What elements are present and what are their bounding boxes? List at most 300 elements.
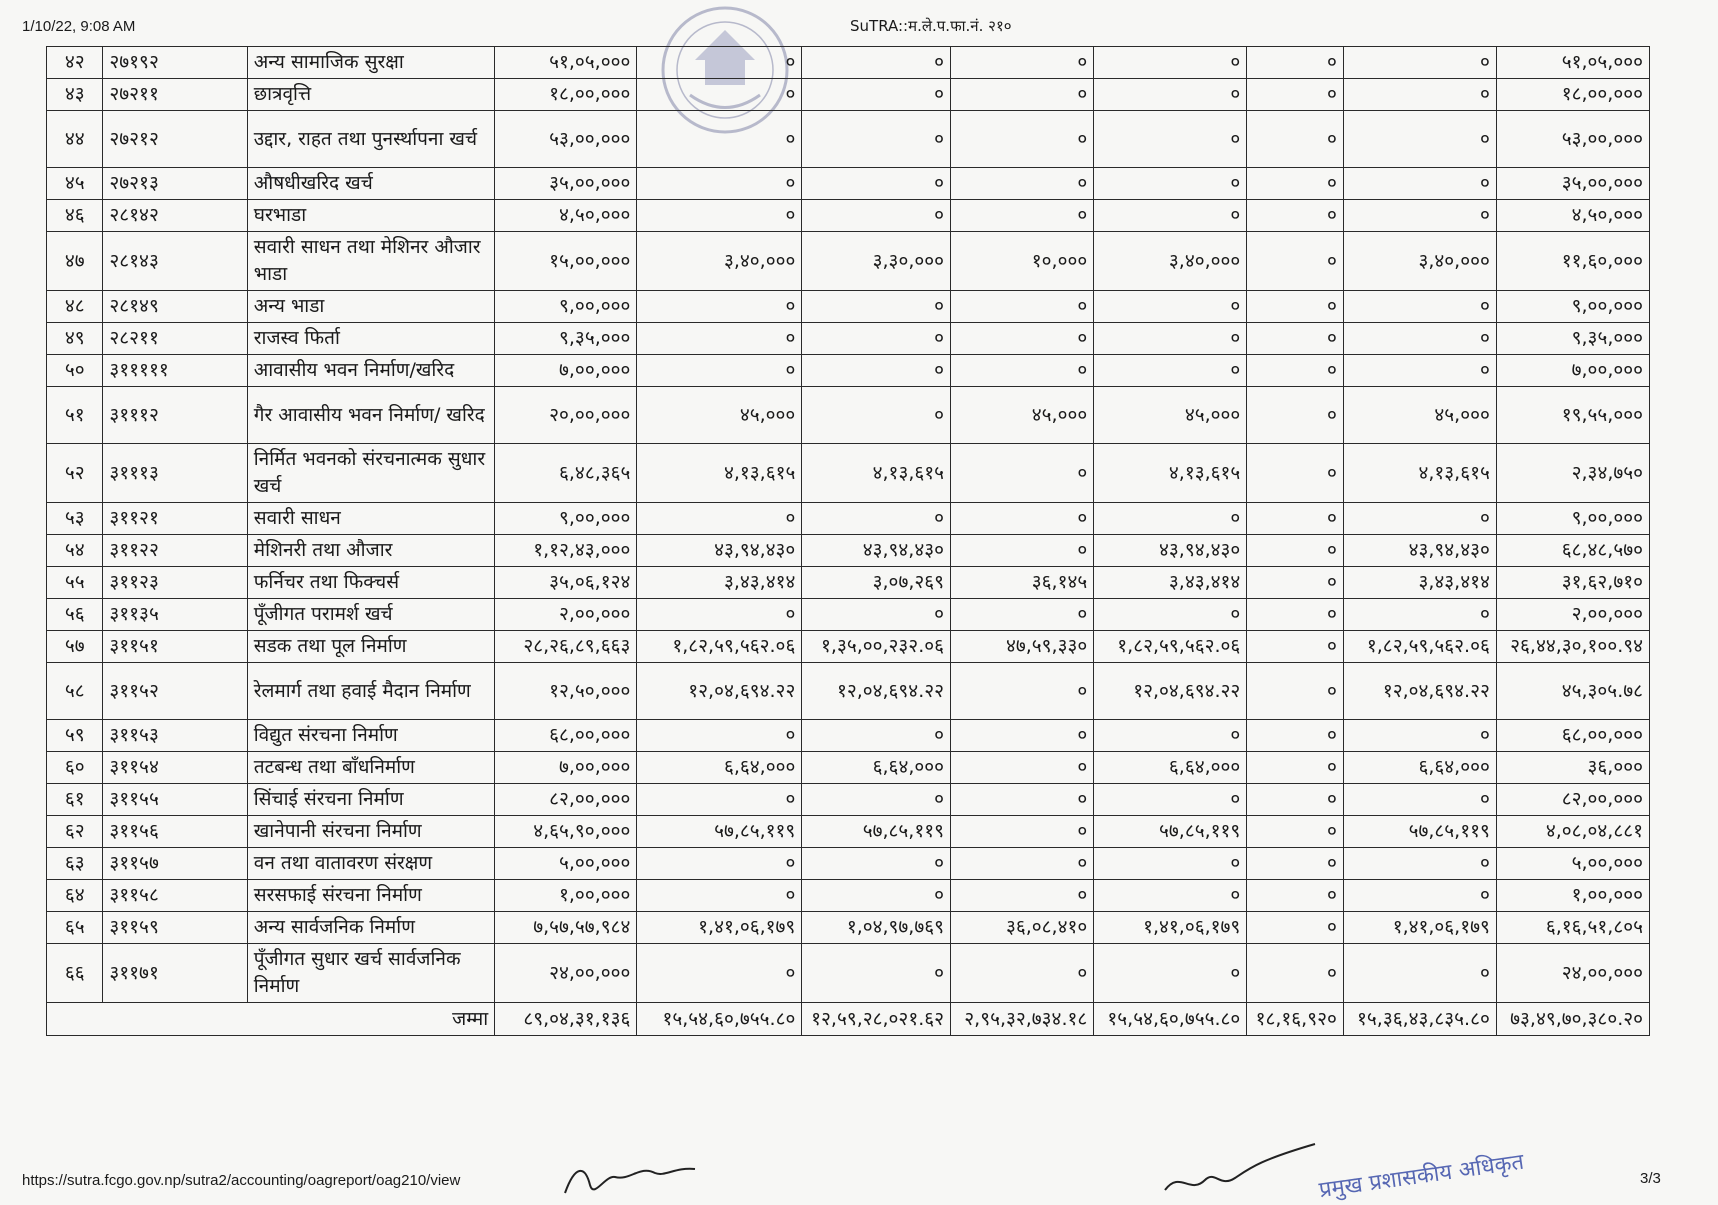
row-col1: २४,००,००० xyxy=(495,944,637,1003)
row-col3: ० xyxy=(802,720,951,752)
row-col8: २६,४४,३०,१००.९४ xyxy=(1496,631,1649,663)
row-col6: ० xyxy=(1247,631,1344,663)
row-col2: ० xyxy=(637,168,802,200)
row-serial: ५० xyxy=(47,355,103,387)
row-name: अन्य भाडा xyxy=(247,291,494,323)
row-col4: ० xyxy=(951,79,1094,111)
row-code: २८२११ xyxy=(103,323,247,355)
row-name: मेशिनरी तथा औजार xyxy=(247,535,494,567)
row-code: ३१११११ xyxy=(103,355,247,387)
row-col1: ५१,०५,००० xyxy=(495,47,637,79)
table-row xyxy=(47,168,1650,200)
row-col5: ० xyxy=(1094,200,1247,232)
row-col6: ० xyxy=(1247,599,1344,631)
row-col7: ० xyxy=(1343,291,1496,323)
row-col5: ४५,००० xyxy=(1094,387,1247,444)
row-col7: १,४१,०६,१७९ xyxy=(1343,912,1496,944)
expenditure-table xyxy=(46,46,1650,1036)
row-code: २७१९२ xyxy=(103,47,247,79)
row-serial: ५२ xyxy=(47,444,103,503)
row-col4: ० xyxy=(951,444,1094,503)
row-col6: ० xyxy=(1247,720,1344,752)
row-col6: ० xyxy=(1247,168,1344,200)
row-col8: ३६,००० xyxy=(1496,752,1649,784)
row-col5: ० xyxy=(1094,168,1247,200)
row-col8: ४,५०,००० xyxy=(1496,200,1649,232)
row-col2: ४५,००० xyxy=(637,387,802,444)
row-name: घरभाडा xyxy=(247,200,494,232)
total-c1: ८९,०४,३१,१३६ xyxy=(495,1003,637,1036)
row-col6: ० xyxy=(1247,111,1344,168)
row-col7: ० xyxy=(1343,848,1496,880)
row-col2: ० xyxy=(637,503,802,535)
row-col6: ० xyxy=(1247,663,1344,720)
row-col8: ५३,००,००० xyxy=(1496,111,1649,168)
row-col4: ० xyxy=(951,752,1094,784)
row-col8: १,००,००० xyxy=(1496,880,1649,912)
row-code: ३११५६ xyxy=(103,816,247,848)
row-serial: ४४ xyxy=(47,111,103,168)
row-col5: १,४१,०६,१७९ xyxy=(1094,912,1247,944)
document-title: SuTRA::म.ले.प.फा.नं. २१० xyxy=(850,17,1012,35)
row-col6: ० xyxy=(1247,784,1344,816)
row-code: २७२१२ xyxy=(103,111,247,168)
row-name: विद्युत संरचना निर्माण xyxy=(247,720,494,752)
row-col3: ० xyxy=(802,111,951,168)
row-col8: ३१,६२,७१० xyxy=(1496,567,1649,599)
row-serial: ५३ xyxy=(47,503,103,535)
row-col5: ० xyxy=(1094,291,1247,323)
row-col2: ३,४३,४१४ xyxy=(637,567,802,599)
row-col1: २८,२६,८९,६६३ xyxy=(495,631,637,663)
table-row xyxy=(47,387,1650,444)
row-col5: १,८२,५९,५६२.०६ xyxy=(1094,631,1247,663)
row-col3: ० xyxy=(802,79,951,111)
row-col4: ० xyxy=(951,848,1094,880)
row-col2: १,४१,०६,१७९ xyxy=(637,912,802,944)
row-col8: ७,००,००० xyxy=(1496,355,1649,387)
row-col6: ० xyxy=(1247,880,1344,912)
row-col3: ० xyxy=(802,503,951,535)
row-col8: ३५,००,००० xyxy=(1496,168,1649,200)
row-col6: ० xyxy=(1247,323,1344,355)
row-code: ३११५९ xyxy=(103,912,247,944)
row-col6: ० xyxy=(1247,291,1344,323)
row-col4: ० xyxy=(951,323,1094,355)
row-serial: ४८ xyxy=(47,291,103,323)
row-col6: ० xyxy=(1247,752,1344,784)
row-col5: ० xyxy=(1094,47,1247,79)
table-row xyxy=(47,663,1650,720)
row-col5: ४३,९४,४३० xyxy=(1094,535,1247,567)
row-col8: ६,१६,५१,८०५ xyxy=(1496,912,1649,944)
row-col7: ० xyxy=(1343,784,1496,816)
row-col2: ० xyxy=(637,944,802,1003)
row-col7: ० xyxy=(1343,111,1496,168)
row-col3: ३,३०,००० xyxy=(802,232,951,291)
row-col4: ० xyxy=(951,816,1094,848)
row-code: २७२१३ xyxy=(103,168,247,200)
row-col5: ० xyxy=(1094,111,1247,168)
row-col3: ० xyxy=(802,291,951,323)
row-col3: ० xyxy=(802,200,951,232)
row-col3: ० xyxy=(802,880,951,912)
row-col6: ० xyxy=(1247,816,1344,848)
row-col3: ६,६४,००० xyxy=(802,752,951,784)
row-code: ३११५२ xyxy=(103,663,247,720)
row-serial: ६६ xyxy=(47,944,103,1003)
row-name: राजस्व फिर्ता xyxy=(247,323,494,355)
row-col1: २०,००,००० xyxy=(495,387,637,444)
row-col7: ३,४०,००० xyxy=(1343,232,1496,291)
row-col1: ३५,००,००० xyxy=(495,168,637,200)
row-col5: ० xyxy=(1094,599,1247,631)
table-row xyxy=(47,47,1650,79)
row-col6: ० xyxy=(1247,848,1344,880)
row-col4: ० xyxy=(951,200,1094,232)
table-row xyxy=(47,880,1650,912)
row-col2: ० xyxy=(637,720,802,752)
row-code: ३११५७ xyxy=(103,848,247,880)
total-label: जम्मा xyxy=(47,1003,495,1036)
row-name: पूँजीगत परामर्श खर्च xyxy=(247,599,494,631)
row-col4: ० xyxy=(951,944,1094,1003)
row-col1: ५३,००,००० xyxy=(495,111,637,168)
row-col5: ० xyxy=(1094,784,1247,816)
row-col3: ४३,९४,४३० xyxy=(802,535,951,567)
row-col8: ६८,४८,५७० xyxy=(1496,535,1649,567)
print-datetime: 1/10/22, 9:08 AM xyxy=(22,18,136,35)
row-serial: ५८ xyxy=(47,663,103,720)
row-col8: ५,००,००० xyxy=(1496,848,1649,880)
row-col3: ५७,८५,११९ xyxy=(802,816,951,848)
row-name: फर्निचर तथा फिक्चर्स xyxy=(247,567,494,599)
row-col2: ० xyxy=(637,291,802,323)
row-col7: १२,०४,६९४.२२ xyxy=(1343,663,1496,720)
row-col7: ० xyxy=(1343,47,1496,79)
table-row xyxy=(47,79,1650,111)
row-col4: ० xyxy=(951,291,1094,323)
row-code: २८१४९ xyxy=(103,291,247,323)
row-col6: ० xyxy=(1247,912,1344,944)
row-col7: ० xyxy=(1343,880,1496,912)
row-col1: ७,००,००० xyxy=(495,752,637,784)
total-row xyxy=(47,1003,1650,1036)
table-row xyxy=(47,784,1650,816)
row-col4: ० xyxy=(951,535,1094,567)
row-col4: ४५,००० xyxy=(951,387,1094,444)
row-name: अन्य सार्वजनिक निर्माण xyxy=(247,912,494,944)
row-col4: ० xyxy=(951,599,1094,631)
row-name: औषधीखरिद खर्च xyxy=(247,168,494,200)
row-col6: ० xyxy=(1247,567,1344,599)
table-row xyxy=(47,599,1650,631)
row-col7: ० xyxy=(1343,168,1496,200)
row-col4: ० xyxy=(951,355,1094,387)
row-col2: ५७,८५,११९ xyxy=(637,816,802,848)
row-col8: ६८,००,००० xyxy=(1496,720,1649,752)
total-c4: २,९५,३२,७३४.१८ xyxy=(951,1003,1094,1036)
row-col8: ४,०८,०४,८८१ xyxy=(1496,816,1649,848)
row-col4: ० xyxy=(951,784,1094,816)
row-col1: ८२,००,००० xyxy=(495,784,637,816)
row-col3: ० xyxy=(802,47,951,79)
row-serial: ४६ xyxy=(47,200,103,232)
row-col6: ० xyxy=(1247,79,1344,111)
row-code: ३११२२ xyxy=(103,535,247,567)
row-col2: ६,६४,००० xyxy=(637,752,802,784)
row-col2: ० xyxy=(637,848,802,880)
row-col8: २,००,००० xyxy=(1496,599,1649,631)
total-c7: १५,३६,४३,८३५.८० xyxy=(1343,1003,1496,1036)
table-row xyxy=(47,355,1650,387)
row-serial: ४७ xyxy=(47,232,103,291)
row-col4: ० xyxy=(951,111,1094,168)
row-name: सवारी साधन तथा मेशिनर औजार भाडा xyxy=(247,232,494,291)
row-col4: ३६,०८,४१० xyxy=(951,912,1094,944)
row-serial: ५४ xyxy=(47,535,103,567)
row-col5: ० xyxy=(1094,323,1247,355)
row-serial: ४२ xyxy=(47,47,103,79)
row-col1: ३५,०६,१२४ xyxy=(495,567,637,599)
row-name: उद्दार, राहत तथा पुनर्स्थापना खर्च xyxy=(247,111,494,168)
row-col7: ० xyxy=(1343,355,1496,387)
row-col6: ० xyxy=(1247,355,1344,387)
table-row xyxy=(47,111,1650,168)
table-row xyxy=(47,444,1650,503)
row-col5: ० xyxy=(1094,720,1247,752)
total-c3: १२,५९,२८,०२१.६२ xyxy=(802,1003,951,1036)
row-col3: ० xyxy=(802,387,951,444)
row-name: सिंचाई संरचना निर्माण xyxy=(247,784,494,816)
footer-url: https://sutra.fcgo.gov.np/sutra2/accounting/oagreport/oag210/view xyxy=(22,1172,461,1189)
row-name: सरसफाई संरचना निर्माण xyxy=(247,880,494,912)
row-col7: ० xyxy=(1343,720,1496,752)
row-name: रेलमार्ग तथा हवाई मैदान निर्माण xyxy=(247,663,494,720)
row-col1: ६,४८,३६५ xyxy=(495,444,637,503)
row-col3: ० xyxy=(802,168,951,200)
table-row xyxy=(47,631,1650,663)
table-row xyxy=(47,535,1650,567)
total-c5: १५,५४,६०,७५५.८० xyxy=(1094,1003,1247,1036)
total-c2: १५,५४,६०,७५५.८० xyxy=(637,1003,802,1036)
row-col1: १,१२,४३,००० xyxy=(495,535,637,567)
row-col2: ० xyxy=(637,323,802,355)
row-col2: ० xyxy=(637,599,802,631)
row-col2: ० xyxy=(637,111,802,168)
row-col3: ० xyxy=(802,944,951,1003)
row-name: सवारी साधन xyxy=(247,503,494,535)
row-col8: ९,००,००० xyxy=(1496,291,1649,323)
row-name: खानेपानी संरचना निर्माण xyxy=(247,816,494,848)
row-col3: १,०४,९७,७६९ xyxy=(802,912,951,944)
row-name: सडक तथा पूल निर्माण xyxy=(247,631,494,663)
row-col1: ९,००,००० xyxy=(495,503,637,535)
table-row xyxy=(47,816,1650,848)
row-code: ३११५४ xyxy=(103,752,247,784)
signature-right-icon xyxy=(1160,1140,1320,1200)
page-number: 3/3 xyxy=(1640,1170,1661,1187)
row-col1: ५,००,००० xyxy=(495,848,637,880)
row-col4: ४७,५९,३३० xyxy=(951,631,1094,663)
table-row xyxy=(47,503,1650,535)
row-serial: ५१ xyxy=(47,387,103,444)
row-col2: ३,४०,००० xyxy=(637,232,802,291)
row-col2: ० xyxy=(637,47,802,79)
row-serial: ५७ xyxy=(47,631,103,663)
row-col7: ० xyxy=(1343,503,1496,535)
row-col7: ० xyxy=(1343,599,1496,631)
row-name: छात्रवृत्ति xyxy=(247,79,494,111)
row-col7: ४५,००० xyxy=(1343,387,1496,444)
table-row xyxy=(47,323,1650,355)
row-col1: ७,५७,५७,९८४ xyxy=(495,912,637,944)
row-col7: ० xyxy=(1343,323,1496,355)
row-col3: ४,१३,६१५ xyxy=(802,444,951,503)
row-col8: १८,००,००० xyxy=(1496,79,1649,111)
row-col2: ४३,९४,४३० xyxy=(637,535,802,567)
row-col3: ० xyxy=(802,599,951,631)
row-col1: १,००,००० xyxy=(495,880,637,912)
row-code: ३११५३ xyxy=(103,720,247,752)
row-col2: ० xyxy=(637,880,802,912)
row-col5: ० xyxy=(1094,503,1247,535)
row-col1: ७,००,००० xyxy=(495,355,637,387)
row-col7: ६,६४,००० xyxy=(1343,752,1496,784)
row-col6: ० xyxy=(1247,387,1344,444)
row-col4: ० xyxy=(951,663,1094,720)
row-col2: ४,१३,६१५ xyxy=(637,444,802,503)
row-code: २७२११ xyxy=(103,79,247,111)
row-col8: ८२,००,००० xyxy=(1496,784,1649,816)
row-col6: ० xyxy=(1247,535,1344,567)
row-col1: ९,३५,००० xyxy=(495,323,637,355)
row-col1: ४,६५,९०,००० xyxy=(495,816,637,848)
row-col2: १,८२,५९,५६२.०६ xyxy=(637,631,802,663)
row-col8: ४५,३०५.७८ xyxy=(1496,663,1649,720)
row-col1: ६८,००,००० xyxy=(495,720,637,752)
row-col8: १९,५५,००० xyxy=(1496,387,1649,444)
row-col8: २४,००,००० xyxy=(1496,944,1649,1003)
row-col3: ० xyxy=(802,323,951,355)
row-col6: ० xyxy=(1247,503,1344,535)
table-row xyxy=(47,200,1650,232)
row-col1: २,००,००० xyxy=(495,599,637,631)
row-col2: ० xyxy=(637,200,802,232)
row-serial: ५९ xyxy=(47,720,103,752)
row-serial: ५६ xyxy=(47,599,103,631)
row-serial: ६४ xyxy=(47,880,103,912)
row-serial: ६५ xyxy=(47,912,103,944)
row-col3: ० xyxy=(802,355,951,387)
row-code: ३१११३ xyxy=(103,444,247,503)
row-code: ३११५८ xyxy=(103,880,247,912)
table-row xyxy=(47,567,1650,599)
row-code: २८१४२ xyxy=(103,200,247,232)
row-serial: ५५ xyxy=(47,567,103,599)
row-col8: २,३४,७५० xyxy=(1496,444,1649,503)
row-col2: ० xyxy=(637,355,802,387)
row-col7: ४३,९४,४३० xyxy=(1343,535,1496,567)
row-col6: ० xyxy=(1247,232,1344,291)
row-serial: ४३ xyxy=(47,79,103,111)
row-col1: १२,५०,००० xyxy=(495,663,637,720)
row-col5: ३,४०,००० xyxy=(1094,232,1247,291)
row-serial: ६२ xyxy=(47,816,103,848)
row-col8: ५१,०५,००० xyxy=(1496,47,1649,79)
table-row xyxy=(47,944,1650,1003)
row-name: तटबन्ध तथा बाँधनिर्माण xyxy=(247,752,494,784)
row-code: २८१४३ xyxy=(103,232,247,291)
row-col6: ० xyxy=(1247,47,1344,79)
row-col7: ५७,८५,११९ xyxy=(1343,816,1496,848)
table-row xyxy=(47,232,1650,291)
row-name: अन्य सामाजिक सुरक्षा xyxy=(247,47,494,79)
row-col7: ० xyxy=(1343,200,1496,232)
table-row xyxy=(47,752,1650,784)
row-name: गैर आवासीय भवन निर्माण/ खरिद xyxy=(247,387,494,444)
row-name: आवासीय भवन निर्माण/खरिद xyxy=(247,355,494,387)
total-c8: ७३,४९,७०,३८०.२० xyxy=(1496,1003,1649,1036)
table-row xyxy=(47,291,1650,323)
row-col7: ० xyxy=(1343,79,1496,111)
row-name: पूँजीगत सुधार खर्च सार्वजनिक निर्माण xyxy=(247,944,494,1003)
row-col5: ० xyxy=(1094,880,1247,912)
row-col4: १०,००० xyxy=(951,232,1094,291)
total-c6: १८,१६,९२० xyxy=(1247,1003,1344,1036)
row-serial: ६१ xyxy=(47,784,103,816)
row-col4: ३६,१४५ xyxy=(951,567,1094,599)
row-col7: ४,१३,६१५ xyxy=(1343,444,1496,503)
row-col6: ० xyxy=(1247,944,1344,1003)
row-col5: ५७,८५,११९ xyxy=(1094,816,1247,848)
row-col2: १२,०४,६९४.२२ xyxy=(637,663,802,720)
row-col4: ० xyxy=(951,47,1094,79)
row-code: ३११५१ xyxy=(103,631,247,663)
row-col1: १८,००,००० xyxy=(495,79,637,111)
row-col3: १२,०४,६९४.२२ xyxy=(802,663,951,720)
row-col4: ० xyxy=(951,720,1094,752)
signature-left-icon xyxy=(560,1155,700,1203)
row-col5: १२,०४,६९४.२२ xyxy=(1094,663,1247,720)
table-row xyxy=(47,912,1650,944)
row-col4: ० xyxy=(951,503,1094,535)
row-col5: ० xyxy=(1094,848,1247,880)
table-row xyxy=(47,720,1650,752)
row-code: ३११३५ xyxy=(103,599,247,631)
row-col1: १५,००,००० xyxy=(495,232,637,291)
row-code: ३११२३ xyxy=(103,567,247,599)
row-col5: ० xyxy=(1094,79,1247,111)
row-col7: १,८२,५९,५६२.०६ xyxy=(1343,631,1496,663)
row-serial: ४५ xyxy=(47,168,103,200)
row-col6: ० xyxy=(1247,200,1344,232)
row-code: ३१११२ xyxy=(103,387,247,444)
row-col6: ० xyxy=(1247,444,1344,503)
row-col2: ० xyxy=(637,79,802,111)
row-name: वन तथा वातावरण संरक्षण xyxy=(247,848,494,880)
row-col5: ० xyxy=(1094,355,1247,387)
row-serial: ६३ xyxy=(47,848,103,880)
row-col8: ९,००,००० xyxy=(1496,503,1649,535)
row-name: निर्मित भवनको संरचनात्मक सुधार खर्च xyxy=(247,444,494,503)
row-col4: ० xyxy=(951,880,1094,912)
row-col3: १,३५,००,२३२.०६ xyxy=(802,631,951,663)
row-col1: ९,००,००० xyxy=(495,291,637,323)
row-col8: ११,६०,००० xyxy=(1496,232,1649,291)
row-col3: ३,०७,२६९ xyxy=(802,567,951,599)
row-col7: ३,४३,४१४ xyxy=(1343,567,1496,599)
